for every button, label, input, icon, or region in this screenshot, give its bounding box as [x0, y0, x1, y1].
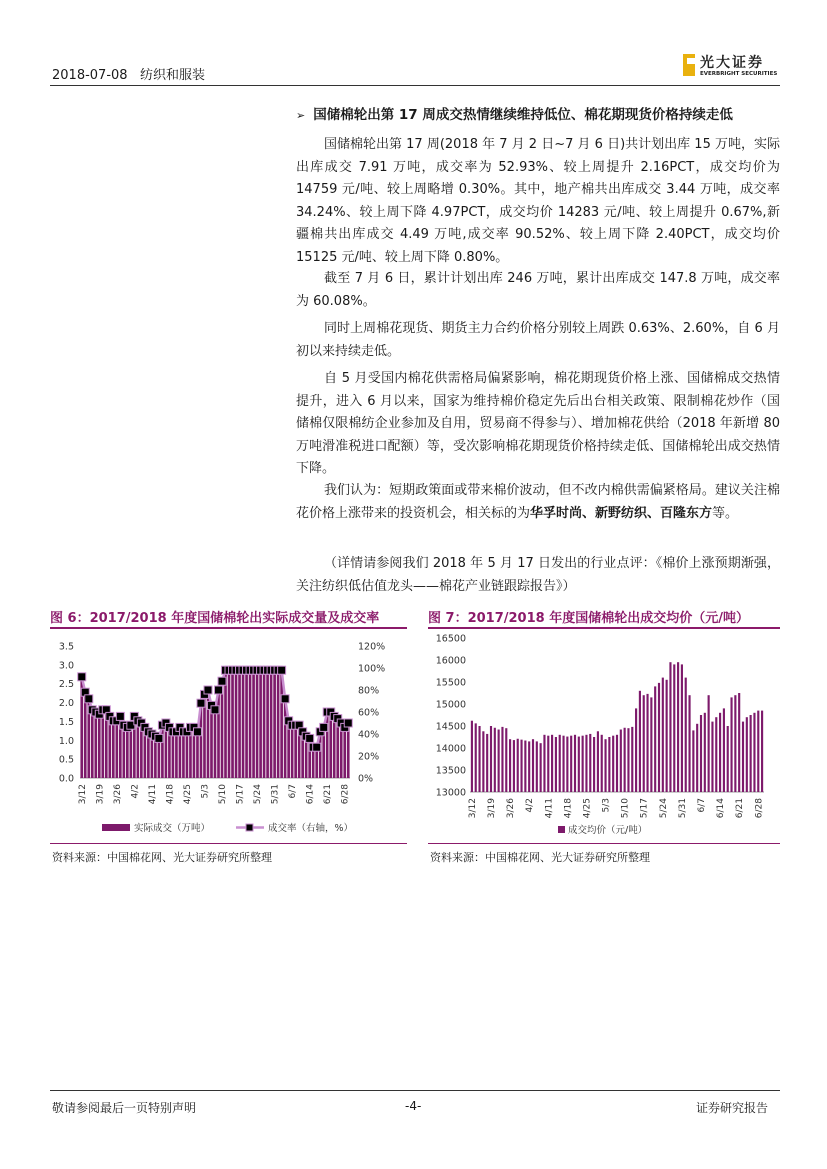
sector-name: 纺织和服装	[139, 68, 205, 83]
bar-avg-price	[730, 697, 732, 792]
x-tick-label: 4/25	[182, 784, 193, 805]
marker-deal-rate	[281, 695, 289, 703]
marker-deal-rate	[78, 673, 86, 681]
marker-deal-rate	[278, 666, 286, 674]
section-title-text: 国储棉轮出第 17 周成交热情继续维持低位、棉花期现货价格持续走低	[313, 107, 733, 123]
bar-actual-volume	[245, 669, 248, 778]
x-tick-label: 3/12	[77, 784, 88, 805]
paragraph-1: 国储棉轮出第 17 周(2018 年 7 月 2 日~7 月 6 日)共计划出库 15 万吨，实际出库成交 7.91 万吨，成交率为 52.93%、较上周提升 2.16PCT，成交均价为 14759 元/吨、较上周略增 0.30%。其中，地产棉共出库成交 3.44 万吨，成交率 34.24%、较上周下降 4.97PCT，成交均价 14283 元/吨、较上周提升 0.67%,新疆棉共出库成交 4.49 万吨,成交率 90.52%、较上周下降 2.40PCT，成交均价 15125 元/吨、较上周下降 0.80%。	[296, 137, 780, 265]
marker-deal-rate	[344, 719, 352, 727]
bar-avg-price	[471, 721, 473, 792]
company-logo	[683, 52, 783, 80]
bar-actual-volume	[186, 733, 189, 778]
x-tick-label: 3/26	[112, 784, 123, 805]
bar-actual-volume	[263, 669, 266, 778]
figure-7-chart	[428, 632, 780, 840]
bar-avg-price	[486, 734, 488, 792]
legend-marker-rate	[246, 824, 253, 831]
x-tick-label: 3/19	[487, 798, 497, 819]
bar-actual-volume	[214, 710, 217, 778]
bar-actual-volume	[347, 725, 350, 778]
x-tick-label: 5/3	[200, 784, 211, 799]
x-tick-label: 6/7	[288, 784, 299, 799]
bar-avg-price	[505, 728, 507, 792]
bar-avg-price	[528, 741, 530, 792]
x-tick-label: 4/2	[130, 784, 141, 799]
bar-actual-volume	[130, 725, 133, 778]
bar-actual-volume	[210, 706, 213, 778]
x-tick-label: 6/21	[323, 784, 334, 805]
y-right-tick-label: 60%	[358, 707, 380, 719]
y-right-tick-label: 0%	[358, 773, 374, 785]
bar-actual-volume	[158, 740, 161, 778]
marker-deal-rate	[204, 686, 212, 694]
bar-actual-volume	[179, 729, 182, 778]
bar-actual-volume	[151, 737, 154, 778]
footer-divider	[50, 1090, 780, 1091]
marker-deal-rate	[313, 743, 321, 751]
bar-avg-price	[631, 727, 633, 792]
bar-actual-volume	[189, 729, 192, 778]
y-tick-label: 13500	[435, 765, 466, 777]
bar-actual-volume	[291, 725, 294, 778]
bar-avg-price	[536, 741, 538, 792]
bar-actual-volume	[168, 729, 171, 778]
legend-label-rate: 成交率（右轴，%）	[268, 823, 354, 834]
bar-avg-price	[719, 713, 721, 792]
bar-actual-volume	[277, 669, 280, 778]
bar-actual-volume	[333, 718, 336, 778]
bar-avg-price	[669, 662, 671, 792]
y-left-tick-label: 1.5	[58, 716, 74, 728]
paragraph-6: （详情请参阅我们 2018 年 5 月 17 日发出的行业点评：《棉价上涨预期渐强，关注纺织低估值龙头——棉花产业链跟踪报告》）	[296, 556, 780, 594]
x-tick-label: 5/10	[620, 798, 631, 819]
bar-avg-price	[624, 728, 626, 792]
y-right-tick-label: 100%	[358, 663, 386, 675]
marker-deal-rate	[320, 723, 328, 731]
bar-avg-price	[501, 727, 503, 792]
x-tick-label: 3/26	[506, 798, 517, 819]
x-tick-label: 5/17	[235, 784, 246, 805]
bar-avg-price	[482, 731, 484, 792]
bar-avg-price	[635, 708, 637, 792]
bar-avg-price	[597, 731, 599, 792]
bar-actual-volume	[98, 714, 101, 778]
bar-actual-volume	[242, 669, 245, 778]
bar-avg-price	[562, 736, 564, 792]
bar-actual-volume	[126, 729, 129, 778]
bar-avg-price	[688, 695, 690, 792]
bar-actual-volume	[115, 721, 118, 778]
figure-7-title: 图 7：2017/2018 年度国储棉轮出成交均价（元/吨）	[428, 611, 749, 626]
bar-actual-volume	[137, 721, 140, 778]
bar-avg-price	[601, 735, 603, 792]
bar-avg-price	[604, 739, 606, 792]
x-tick-label: 4/18	[165, 784, 176, 805]
bar-actual-volume	[147, 733, 150, 778]
bar-avg-price	[654, 686, 656, 792]
x-tick-label: 3/12	[467, 798, 478, 819]
bar-actual-volume	[112, 721, 115, 778]
bar-actual-volume	[252, 669, 255, 778]
bar-actual-volume	[287, 721, 290, 778]
legend-swatch-volume	[102, 824, 130, 831]
bar-actual-volume	[196, 733, 199, 778]
logo-text-cn: 光大证券	[700, 55, 764, 71]
x-tick-label: 6/28	[340, 784, 351, 805]
y-left-tick-label: 3.0	[58, 660, 74, 672]
bar-avg-price	[490, 726, 492, 792]
bar-avg-price	[589, 734, 591, 792]
bar-avg-price	[608, 737, 610, 792]
bar-avg-price	[585, 735, 587, 792]
arrow-bullet-icon: ➢	[296, 109, 306, 122]
bar-actual-volume	[238, 669, 241, 778]
bar-avg-price	[696, 724, 698, 792]
y-left-tick-label: 2.0	[58, 698, 74, 710]
bar-actual-volume	[193, 729, 196, 778]
figure-7-source: 资料来源：中国棉花网、光大证券研究所整理	[430, 851, 650, 864]
bar-avg-price	[517, 739, 519, 792]
bar-avg-price	[681, 664, 683, 792]
bar-actual-volume	[84, 691, 87, 778]
bar-actual-volume	[329, 714, 332, 778]
bar-avg-price	[746, 717, 748, 792]
marker-deal-rate	[197, 699, 205, 707]
paragraph-5	[296, 480, 780, 525]
x-tick-label: 4/11	[544, 798, 555, 819]
bar-actual-volume	[340, 725, 343, 778]
bar-actual-volume	[140, 725, 143, 778]
x-tick-label: 4/2	[525, 798, 536, 813]
figure-6-top-rule	[50, 627, 407, 629]
bar-actual-volume	[217, 691, 220, 778]
bar-actual-volume	[336, 721, 339, 778]
x-tick-label: 5/31	[677, 798, 688, 819]
y-right-tick-label: 20%	[358, 751, 380, 763]
y-right-tick-label: 40%	[358, 729, 380, 741]
marker-deal-rate	[306, 734, 314, 742]
bar-avg-price	[559, 735, 561, 792]
paragraph-3: 同时上周棉花现货、期货主力合约价格分别较上周跌 0.63%、2.60%，自 6 月初以来持续走低。	[296, 321, 780, 359]
bar-avg-price	[593, 737, 595, 792]
bar-avg-price	[650, 697, 652, 792]
bar-avg-price	[700, 715, 702, 792]
x-tick-label: 6/14	[716, 798, 727, 819]
bar-avg-price	[570, 736, 572, 792]
bar-actual-volume	[144, 729, 147, 778]
bar-actual-volume	[221, 680, 224, 778]
bar-actual-volume	[94, 714, 97, 778]
x-tick-label: 5/31	[270, 784, 281, 805]
y-left-tick-label: 2.5	[58, 679, 74, 691]
y-tick-label: 15500	[435, 677, 466, 689]
y-right-tick-label: 80%	[358, 685, 380, 697]
y-tick-label: 14000	[435, 743, 466, 755]
bar-actual-volume	[182, 733, 185, 778]
bar-avg-price	[578, 737, 580, 792]
bar-actual-volume	[91, 710, 94, 778]
bar-avg-price	[761, 711, 763, 792]
x-tick-label: 6/21	[735, 798, 746, 819]
figure-6-chart	[50, 632, 407, 840]
bar-avg-price	[658, 683, 660, 792]
legend-swatch-price	[558, 826, 565, 833]
bar-avg-price	[757, 711, 759, 792]
bar-actual-volume	[256, 669, 259, 778]
y-tick-label: 15000	[435, 699, 466, 711]
figure-6-bottom-rule	[50, 843, 407, 844]
paragraph-5-pre: 我们认为：短期政策面或带来棉价波动，但不改内棉供需偏紧格局。建议关注棉花价格上涨带来的投资机会，相关标的为	[296, 483, 780, 521]
marker-deal-rate	[215, 686, 223, 694]
bar-actual-volume	[249, 669, 252, 778]
y-left-tick-label: 3.5	[58, 641, 74, 653]
bar-avg-price	[723, 708, 725, 792]
bar-actual-volume	[172, 733, 175, 778]
bar-avg-price	[639, 691, 641, 792]
bar-avg-price	[708, 695, 710, 792]
figure-7-top-rule	[428, 627, 780, 629]
bar-actual-volume	[228, 669, 231, 778]
bar-avg-price	[643, 695, 645, 792]
bar-avg-price	[742, 722, 744, 792]
section-title	[296, 103, 780, 123]
bar-avg-price	[715, 717, 717, 792]
y-left-tick-label: 0.5	[58, 754, 74, 766]
bar-avg-price	[662, 678, 664, 792]
bar-actual-volume	[231, 669, 234, 778]
bar-actual-volume	[266, 669, 269, 778]
bar-actual-volume	[312, 748, 315, 778]
report-date: 2018-07-08	[52, 68, 128, 83]
bar-avg-price	[711, 722, 713, 792]
bar-avg-price	[520, 740, 522, 792]
x-tick-label: 4/25	[582, 798, 593, 819]
logo-text-en: EVERBRIGHT SECURITIES	[700, 71, 778, 77]
paragraph-5-post: 等。	[712, 505, 739, 521]
bar-avg-price	[475, 723, 477, 792]
marker-deal-rate	[193, 728, 201, 736]
bar-actual-volume	[259, 669, 262, 778]
bar-avg-price	[566, 737, 568, 792]
header-divider	[50, 85, 780, 86]
bar-avg-price	[513, 740, 515, 792]
bar-avg-price	[612, 736, 614, 792]
marker-deal-rate	[211, 706, 219, 714]
y-tick-label: 13000	[435, 787, 466, 799]
bar-avg-price	[574, 735, 576, 792]
report-type: 证券研究报告	[696, 1101, 769, 1115]
marker-deal-rate	[116, 712, 124, 720]
figure-6-title: 图 6：2017/2018 年度国储棉轮出实际成交量及成交率	[50, 611, 380, 626]
bar-actual-volume	[101, 710, 104, 778]
bar-avg-price	[509, 739, 511, 792]
bar-avg-price	[692, 730, 694, 792]
legend-label-volume: 实际成交（万吨）	[134, 823, 211, 834]
bar-avg-price	[750, 715, 752, 792]
x-tick-label: 6/7	[697, 798, 707, 813]
y-tick-label: 14500	[435, 721, 466, 733]
bar-avg-price	[524, 741, 526, 792]
bar-avg-price	[540, 743, 542, 792]
legend-label-price: 成交均价（元/吨）	[568, 825, 648, 836]
bar-actual-volume	[122, 725, 125, 778]
bar-avg-price	[547, 736, 549, 792]
paragraph-4: 自 5 月受国内棉花供需格局偏紧影响，棉花期现货价格上涨、国储棉成交热情提升，进入 6 月以来，国家为维持棉价稳定先后出台相关政策、限制棉花炒作（国储棉仅限棉纺企业参加及自用，贸易商不得参与）、增加棉花供给（2018 年新增 80 万吨滑准税进口配额）等，受次影响棉花期现货价格持续走低、国储棉轮出成交热情下降。	[296, 371, 780, 476]
bar-avg-price	[551, 735, 553, 792]
bar-avg-price	[753, 713, 755, 792]
bar-actual-volume	[315, 748, 318, 778]
x-tick-label: 4/11	[147, 784, 158, 805]
bar-avg-price	[704, 713, 706, 792]
x-tick-label: 6/28	[754, 798, 765, 819]
bar-avg-price	[478, 726, 480, 792]
bar-avg-price	[555, 737, 557, 792]
page-number: -4-	[405, 1099, 422, 1113]
bar-avg-price	[673, 664, 675, 792]
recommended-stocks: 华孚时尚、新野纺织、百隆东方	[530, 505, 713, 521]
bar-avg-price	[677, 662, 679, 792]
y-tick-label: 16000	[435, 655, 466, 667]
bar-avg-price	[494, 728, 496, 792]
bar-actual-volume	[343, 729, 346, 778]
bar-actual-volume	[235, 669, 238, 778]
bar-actual-volume	[175, 733, 178, 778]
marker-deal-rate	[85, 695, 93, 703]
footer-disclaimer: 敬请参阅最后一页特别声明	[52, 1101, 197, 1115]
bar-avg-price	[646, 694, 648, 792]
x-tick-label: 4/18	[563, 798, 574, 819]
bar-avg-price	[738, 693, 740, 792]
bar-avg-price	[532, 739, 534, 792]
bar-avg-price	[543, 735, 545, 792]
bar-avg-price	[727, 726, 729, 792]
bar-actual-volume	[273, 669, 276, 778]
figure-6-source: 资料来源：中国棉花网、光大证券研究所整理	[52, 851, 272, 864]
bar-avg-price	[734, 695, 736, 792]
bar-avg-price	[627, 728, 629, 792]
paragraph-2: 截至 7 月 6 日，累计计划出库 246 万吨，累计出库成交 147.8 万吨，成交率为 60.08%。	[296, 271, 780, 309]
header-date-sector	[52, 64, 205, 83]
x-tick-label: 5/24	[658, 798, 669, 819]
x-tick-label: 6/14	[305, 784, 316, 805]
bar-actual-volume	[108, 718, 111, 778]
bar-avg-price	[685, 678, 687, 792]
marker-deal-rate	[218, 677, 226, 685]
x-tick-label: 5/17	[639, 798, 650, 819]
y-right-tick-label: 120%	[358, 641, 386, 653]
bar-avg-price	[616, 735, 618, 792]
bar-actual-volume	[322, 729, 325, 778]
y-tick-label: 16500	[435, 633, 466, 645]
y-left-tick-label: 0.0	[58, 773, 74, 785]
bar-avg-price	[582, 736, 584, 792]
bar-avg-price	[498, 730, 500, 792]
y-left-tick-label: 1.0	[58, 735, 74, 747]
x-tick-label: 5/10	[218, 784, 229, 805]
bar-avg-price	[666, 680, 668, 792]
bar-actual-volume	[165, 725, 168, 778]
bar-actual-volume	[294, 725, 297, 778]
bar-actual-volume	[270, 669, 273, 778]
x-tick-label: 5/3	[601, 798, 612, 813]
x-tick-label: 3/19	[95, 784, 106, 805]
x-tick-label: 5/24	[253, 784, 264, 805]
figure-7-bottom-rule	[428, 843, 780, 844]
bar-avg-price	[620, 730, 622, 792]
marker-deal-rate	[155, 734, 163, 742]
